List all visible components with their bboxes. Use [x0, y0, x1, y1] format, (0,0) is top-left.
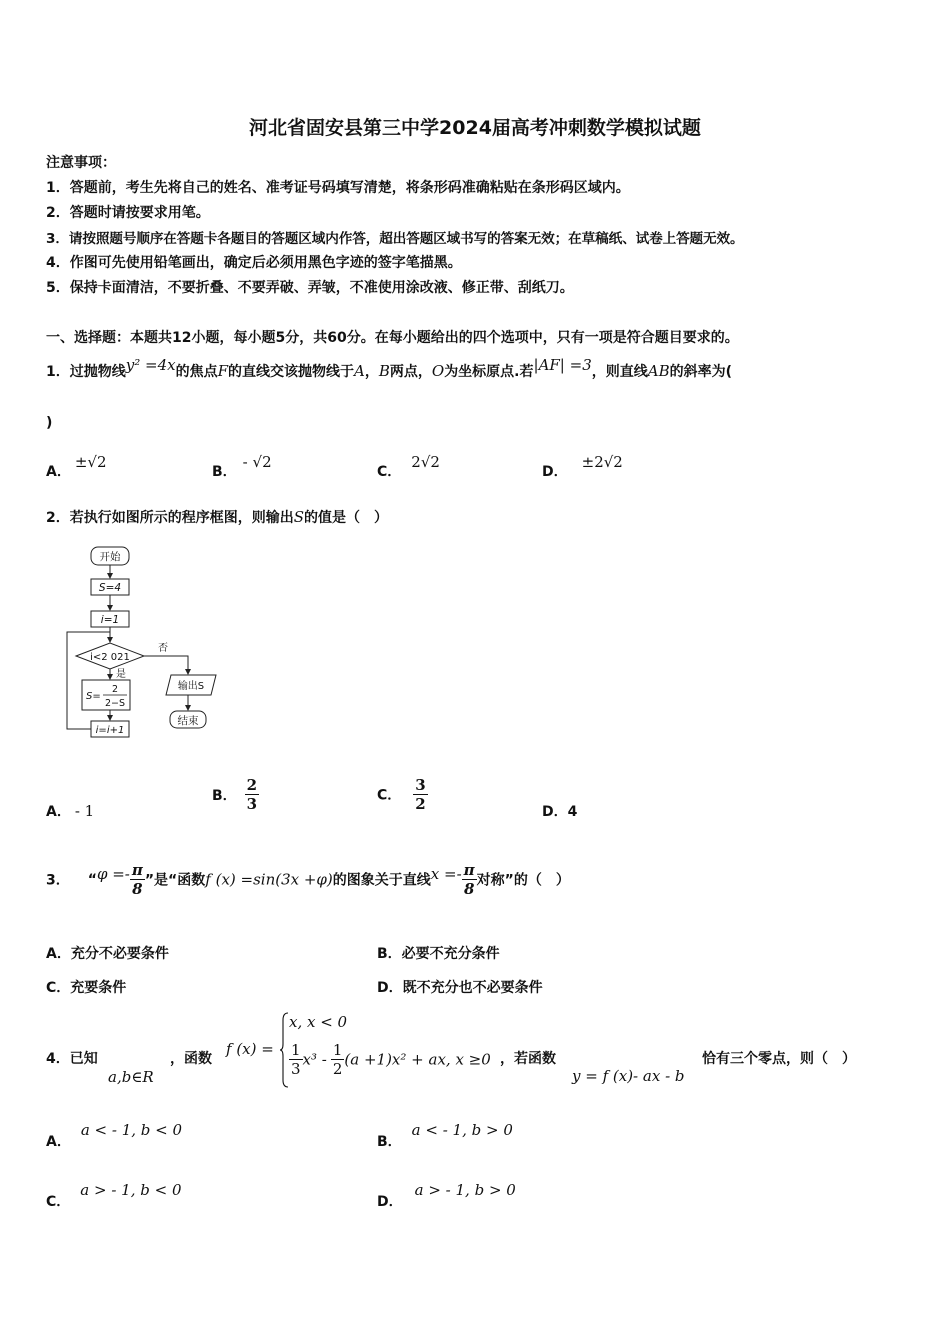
q3-option-c[interactable]: C．充要条件 — [46, 980, 127, 996]
q1-option-d[interactable]: D．±2√2 — [542, 453, 623, 480]
q2-option-b[interactable]: B． $\frac{2}{3}$ — [212, 776, 258, 813]
q1-text: ， — [364, 364, 379, 380]
notice-heading: 注意事项： — [46, 155, 116, 171]
q2-option-d[interactable]: D．4 — [542, 804, 578, 820]
q1-var-f: F — [217, 362, 228, 380]
q1-text: 的焦点 — [175, 364, 218, 380]
q1-option-a[interactable]: A．±√2 — [46, 453, 107, 480]
flow-fraction-numerator: 2 — [111, 684, 119, 695]
q1-var-a: A — [354, 362, 365, 380]
q1-var-o: O — [431, 362, 445, 380]
q3-option-b[interactable]: B．必要不充分条件 — [377, 946, 500, 962]
piecewise-brace — [279, 1012, 289, 1088]
question-2-stem: 2．若执行如图所示的程序框图，则输出S的值是（ ） — [46, 508, 389, 526]
q4-case-2: $\frac{1}{3}$ x³ - $\frac{1}{2}$ (a +1)x² + ax, x ≥0 — [291, 1041, 491, 1078]
q4-text: ，若函数 — [500, 1051, 556, 1067]
q4-text: ，函数 — [170, 1051, 212, 1067]
flow-end-label: 结束 — [177, 715, 199, 727]
question-1-stem — [46, 356, 733, 381]
q4-option-b[interactable]: B．a < - 1, b > 0 — [377, 1121, 513, 1150]
q4-option-a[interactable]: A．a < - 1, b < 0 — [46, 1121, 183, 1150]
q1-text: 为坐标原点.若 — [444, 364, 534, 380]
q1-text: ，则直线 — [591, 364, 648, 380]
section-heading: 一、选择题：本题共12小题，每小题5分，共60分。在每小题给出的四个选项中，只有一项是符合题目要求的。 — [46, 330, 739, 346]
flow-start-label: 开始 — [99, 551, 121, 563]
q3-option-a[interactable]: A．充分不必要条件 — [46, 946, 169, 962]
flow-output-label: 输出S — [177, 681, 205, 692]
q3-phi-equation: φ =- — [96, 864, 130, 883]
q4-option-c[interactable]: C．a > - 1, b < 0 — [46, 1181, 182, 1210]
q1-text: 的直线交该抛物线于 — [228, 364, 354, 380]
q1-parabola-equation: y² =4x — [125, 356, 176, 374]
flow-increment-label: i=i+1 — [95, 725, 125, 736]
q1-option-c[interactable]: C．2√2 — [377, 453, 440, 480]
q1-text: 的斜率为( — [669, 364, 733, 380]
q1-var-ab: AB — [647, 362, 670, 380]
flow-condition-label: i<2 021 — [90, 652, 130, 663]
notice-item: 5．保持卡面清洁，不要折叠、不要弄破、弄皱，不准使用涂改液、修正带、刮纸刀。 — [46, 280, 574, 296]
notice-item: 4．作图可先使用铅笔画出，确定后必须用黑色字迹的签字笔描黑。 — [46, 255, 462, 271]
question-3-stem: 3． “φ =- $\frac{\pi}{8}$ ”是“函数f (x) =sin(3x +φ)的图象关于直线x =- $\frac{\pi}{8}$ 对称”的（ ） — [46, 861, 570, 898]
flow-fraction-denominator: 2−S — [104, 698, 126, 709]
q1-var-b: B — [378, 362, 390, 380]
page-title: 河北省固安县第三中学2024届高考冲刺数学模拟试题 — [249, 117, 701, 139]
q4-text-lead: 4．已知 — [46, 1051, 98, 1067]
q3-option-d[interactable]: D．既不充分也不必要条件 — [377, 980, 543, 996]
program-flowchart — [60, 540, 230, 750]
q1-close-paren: ) — [46, 415, 53, 431]
q4-case-1: x, x < 0 — [289, 1013, 348, 1031]
q1-condition: |AF| =3 — [533, 356, 592, 374]
q4-option-d[interactable]: D．a > - 1, b > 0 — [377, 1181, 516, 1210]
q3-line-equation: x =- — [430, 864, 462, 883]
q4-text: 恰有三个零点，则（ ） — [702, 1051, 856, 1067]
notice-item: 1．答题前，考生先将自己的姓名、准考证号码填写清楚，将条形码准确粘贴在条形码区域内。 — [46, 180, 630, 196]
q4-domain: a,b∈R — [108, 1068, 154, 1086]
notice-item: 3．请按照题号顺序在答题卡各题目的答题区域内作答，超出答题区域书写的答案无效；在草稿纸、试卷上答题无效。 — [46, 231, 744, 247]
q1-text: 两点， — [389, 364, 432, 380]
q2-var-s: S — [293, 508, 305, 526]
q3-function: f (x) =sin(3x +φ) — [205, 870, 333, 889]
flow-update-s-label: S= — [86, 691, 101, 702]
q4-function-name: f (x) = — [226, 1040, 274, 1058]
q2-option-a[interactable]: A． - 1 — [46, 802, 95, 820]
q2-option-c[interactable]: C． $\frac{3}{2}$ — [377, 776, 426, 813]
flow-yes-label: 是 — [116, 669, 126, 680]
notice-item: 2．答题时请按要求用笔。 — [46, 205, 210, 221]
q4-target-function: y = f (x)- ax - b — [572, 1067, 685, 1085]
q1-option-b[interactable]: B．- √2 — [212, 453, 272, 480]
flow-init-s-label: S=4 — [98, 582, 122, 594]
q1-text: 1．过抛物线 — [46, 364, 126, 380]
flow-init-i-label: i=1 — [100, 614, 120, 626]
flow-no-label: 否 — [158, 643, 168, 654]
